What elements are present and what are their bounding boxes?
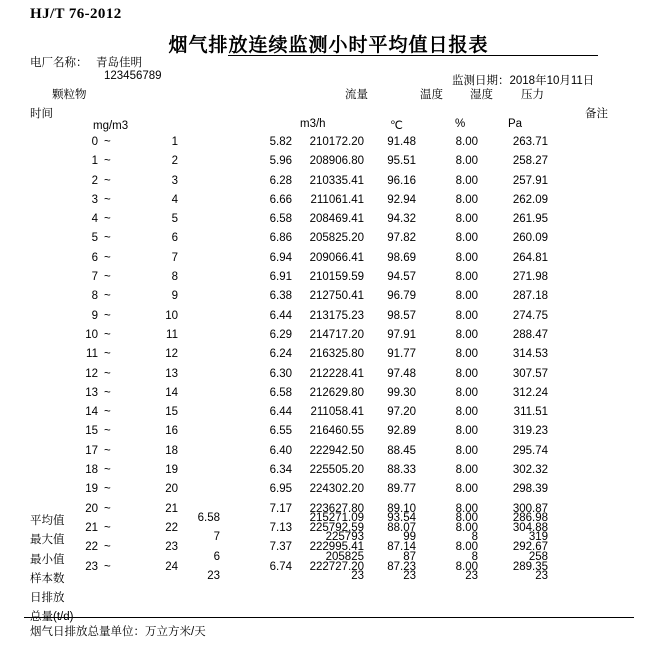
cell-humidity: 8.00 bbox=[455, 502, 478, 515]
column-header-particulate: 颗粒物 bbox=[52, 89, 87, 101]
unit-temperature: ℃ bbox=[390, 120, 403, 132]
summary-pressure: 258 bbox=[528, 550, 548, 563]
table-row bbox=[0, 155, 657, 174]
cell-pressure: 298.39 bbox=[512, 483, 548, 496]
cell-flow: 223627.80 bbox=[309, 502, 364, 515]
summary-label: 样本数 bbox=[30, 572, 65, 585]
cell-particulate: 6.74 bbox=[269, 560, 292, 573]
cell-humidity: 8.00 bbox=[455, 367, 478, 380]
column-header-pressure: 压力 bbox=[521, 89, 544, 101]
cell-hour-start: 3 bbox=[91, 193, 98, 206]
cell-hour-start: 4 bbox=[91, 213, 98, 226]
cell-hour-start: 15 bbox=[85, 425, 98, 438]
summary-particulate: 6.58 bbox=[197, 512, 220, 524]
summary-temperature: 93.54 bbox=[387, 512, 416, 524]
cell-humidity: 8.00 bbox=[455, 193, 478, 206]
cell-particulate: 6.30 bbox=[269, 367, 292, 380]
cell-hour-end: 2 bbox=[171, 155, 178, 168]
summary-row bbox=[0, 589, 657, 608]
table-row bbox=[0, 348, 657, 367]
cell-pressure: 288.47 bbox=[512, 328, 548, 341]
cell-humidity: 8.00 bbox=[455, 483, 478, 496]
table-row bbox=[0, 445, 657, 464]
cell-hour-end: 8 bbox=[171, 271, 178, 284]
cell-temperature: 98.57 bbox=[387, 309, 416, 322]
summary-particulate: 7 bbox=[213, 531, 220, 544]
cell-pressure: 300.87 bbox=[512, 502, 548, 515]
cell-particulate: 6.34 bbox=[269, 464, 292, 477]
cell-flow: 210335.41 bbox=[309, 174, 364, 187]
cell-flow: 214717.20 bbox=[309, 328, 364, 341]
cell-hour-start: 0 bbox=[91, 136, 98, 148]
summary-temperature: 87 bbox=[403, 550, 416, 563]
table-row bbox=[0, 368, 657, 387]
cell-pressure: 287.18 bbox=[512, 290, 548, 303]
summary-row bbox=[0, 551, 657, 570]
cell-particulate: 6.66 bbox=[269, 193, 292, 206]
unit-flow: m3/h bbox=[300, 118, 326, 130]
cell-flow: 209066.41 bbox=[309, 251, 364, 264]
cell-particulate: 6.29 bbox=[269, 328, 292, 341]
cell-humidity: 8.00 bbox=[455, 386, 478, 399]
cell-particulate: 7.37 bbox=[269, 541, 292, 554]
cell-flow: 216460.55 bbox=[309, 425, 364, 438]
cell-range-separator: ~ bbox=[104, 502, 111, 515]
cell-pressure: 312.24 bbox=[512, 386, 548, 399]
cell-particulate: 7.13 bbox=[269, 521, 292, 534]
unit-pressure: Pa bbox=[508, 118, 523, 130]
summary-pressure: 286.98 bbox=[512, 512, 548, 524]
cell-humidity: 8.00 bbox=[455, 541, 478, 554]
cell-pressure: 257.91 bbox=[512, 174, 548, 187]
cell-range-separator: ~ bbox=[104, 425, 111, 438]
cell-temperature: 96.79 bbox=[387, 290, 416, 303]
cell-hour-end: 5 bbox=[171, 213, 178, 226]
cell-humidity: 8.00 bbox=[455, 309, 478, 322]
cell-range-separator: ~ bbox=[104, 193, 111, 206]
cell-flow: 213175.23 bbox=[309, 309, 364, 322]
cell-temperature: 88.07 bbox=[387, 521, 416, 534]
cell-hour-end: 7 bbox=[171, 251, 178, 264]
cell-particulate: 6.44 bbox=[269, 406, 292, 419]
cell-particulate: 6.44 bbox=[269, 309, 292, 322]
summary-temperature: 99 bbox=[403, 531, 416, 544]
cell-hour-end: 18 bbox=[165, 444, 178, 457]
cell-temperature: 97.91 bbox=[387, 328, 416, 341]
cell-flow: 210159.59 bbox=[309, 271, 364, 284]
summary-row bbox=[0, 512, 657, 531]
title-underline bbox=[228, 55, 598, 56]
cell-particulate: 5.96 bbox=[269, 155, 292, 168]
footer-divider bbox=[24, 617, 634, 618]
cell-hour-end: 21 bbox=[165, 502, 178, 515]
cell-range-separator: ~ bbox=[104, 367, 111, 380]
cell-pressure: 258.27 bbox=[512, 155, 548, 168]
cell-temperature: 97.82 bbox=[387, 232, 416, 245]
cell-hour-end: 16 bbox=[165, 425, 178, 438]
cell-humidity: 8.00 bbox=[455, 213, 478, 226]
cell-pressure: 302.32 bbox=[512, 464, 548, 477]
column-header-time: 时间 bbox=[30, 108, 53, 120]
cell-humidity: 8.00 bbox=[455, 232, 478, 245]
cell-pressure: 271.98 bbox=[512, 271, 548, 284]
column-header-humidity: 湿度 bbox=[470, 89, 493, 101]
table-row bbox=[0, 464, 657, 483]
cell-particulate: 7.17 bbox=[269, 502, 292, 515]
cell-flow: 208469.41 bbox=[309, 213, 364, 226]
column-header-temperature: 温度 bbox=[420, 89, 443, 101]
cell-temperature: 89.10 bbox=[387, 502, 416, 515]
cell-particulate: 6.55 bbox=[269, 425, 292, 438]
cell-humidity: 8.00 bbox=[455, 328, 478, 341]
summary-humidity: 23 bbox=[465, 569, 478, 582]
column-header-remark: 备注 bbox=[585, 108, 608, 120]
cell-flow: 222995.41 bbox=[309, 541, 364, 554]
column-header-flow: 流量 bbox=[345, 89, 368, 101]
cell-hour-end: 22 bbox=[165, 521, 178, 534]
table-row bbox=[0, 271, 657, 290]
table-row bbox=[0, 175, 657, 194]
summary-row bbox=[0, 570, 657, 589]
cell-temperature: 94.32 bbox=[387, 213, 416, 226]
summary-pressure: 23 bbox=[535, 569, 548, 582]
cell-flow: 222727.20 bbox=[309, 560, 364, 573]
cell-range-separator: ~ bbox=[104, 290, 111, 303]
cell-temperature: 96.16 bbox=[387, 174, 416, 187]
table-row bbox=[0, 232, 657, 251]
cell-range-separator: ~ bbox=[104, 271, 111, 284]
summary-particulate: 6 bbox=[213, 550, 220, 563]
cell-temperature: 92.94 bbox=[387, 193, 416, 206]
summary-flow: 215271.09 bbox=[309, 512, 364, 524]
cell-pressure: 261.95 bbox=[512, 213, 548, 226]
cell-particulate: 6.58 bbox=[269, 386, 292, 399]
table-row bbox=[0, 425, 657, 444]
table-row bbox=[0, 387, 657, 406]
table-row bbox=[0, 213, 657, 232]
cell-hour-start: 11 bbox=[86, 348, 98, 361]
plant-name-label: 电厂名称： bbox=[30, 57, 88, 69]
cell-hour-start: 19 bbox=[85, 483, 98, 496]
cell-temperature: 97.20 bbox=[387, 406, 416, 419]
cell-hour-end: 9 bbox=[171, 290, 178, 303]
cell-flow: 210172.20 bbox=[309, 136, 364, 148]
cell-particulate: 6.24 bbox=[269, 348, 292, 361]
cell-hour-start: 22 bbox=[85, 541, 98, 554]
cell-humidity: 8.00 bbox=[455, 136, 478, 148]
unit-humidity: % bbox=[455, 118, 466, 130]
cell-hour-end: 14 bbox=[165, 386, 178, 399]
cell-particulate: 6.86 bbox=[269, 232, 292, 245]
unit-particulate: mg/m3 bbox=[93, 120, 129, 132]
page-title: 烟气排放连续监测小时平均值日报表 bbox=[168, 35, 489, 56]
cell-pressure: 307.57 bbox=[512, 367, 548, 380]
cell-pressure: 295.74 bbox=[512, 444, 548, 457]
cell-temperature: 92.89 bbox=[387, 425, 416, 438]
cell-hour-start: 10 bbox=[85, 328, 98, 341]
cell-temperature: 89.77 bbox=[387, 483, 416, 496]
cell-hour-start: 21 bbox=[85, 521, 98, 534]
cell-range-separator: ~ bbox=[104, 174, 111, 187]
cell-flow: 212750.41 bbox=[309, 290, 364, 303]
table-row bbox=[0, 483, 657, 502]
cell-humidity: 8.00 bbox=[455, 290, 478, 303]
cell-temperature: 88.33 bbox=[387, 464, 416, 477]
cell-humidity: 8.00 bbox=[455, 444, 478, 457]
cell-temperature: 91.48 bbox=[387, 136, 416, 148]
cell-particulate: 6.40 bbox=[269, 444, 292, 457]
plant-code-value: 123456789 bbox=[104, 70, 162, 82]
cell-range-separator: ~ bbox=[104, 136, 111, 148]
cell-particulate: 6.58 bbox=[269, 213, 292, 226]
cell-flow: 216325.80 bbox=[309, 348, 364, 361]
table-row bbox=[0, 194, 657, 213]
cell-hour-end: 13 bbox=[165, 367, 178, 380]
cell-hour-end: 3 bbox=[171, 174, 178, 187]
cell-pressure: 289.35 bbox=[512, 560, 548, 573]
summary-temperature: 23 bbox=[403, 569, 416, 582]
cell-hour-end: 4 bbox=[171, 193, 178, 206]
cell-temperature: 95.51 bbox=[387, 155, 416, 168]
cell-particulate: 6.38 bbox=[269, 290, 292, 303]
cell-flow: 211061.41 bbox=[310, 193, 364, 206]
cell-humidity: 8.00 bbox=[455, 521, 478, 534]
summary-flow: 23 bbox=[351, 569, 364, 582]
cell-temperature: 99.30 bbox=[387, 386, 416, 399]
cell-temperature: 94.57 bbox=[387, 271, 416, 284]
cell-temperature: 97.48 bbox=[387, 367, 416, 380]
summary-humidity: 8.00 bbox=[455, 512, 478, 524]
cell-humidity: 8.00 bbox=[455, 348, 478, 361]
cell-hour-start: 17 bbox=[85, 444, 98, 457]
cell-pressure: 311.51 bbox=[513, 406, 548, 419]
summary-particulate: 23 bbox=[207, 569, 220, 582]
cell-range-separator: ~ bbox=[104, 348, 111, 361]
summary-label: 平均值 bbox=[30, 515, 65, 527]
cell-hour-start: 18 bbox=[85, 464, 98, 477]
cell-pressure: 263.71 bbox=[512, 136, 548, 148]
cell-particulate: 5.82 bbox=[269, 136, 292, 148]
cell-range-separator: ~ bbox=[104, 444, 111, 457]
cell-temperature: 88.45 bbox=[387, 444, 416, 457]
cell-particulate: 6.28 bbox=[269, 174, 292, 187]
summary-flow: 225793 bbox=[325, 531, 364, 544]
standard-code: HJ/T 76-2012 bbox=[30, 6, 122, 22]
table-row bbox=[0, 310, 657, 329]
cell-hour-end: 1 bbox=[171, 136, 178, 148]
cell-humidity: 8.00 bbox=[455, 425, 478, 438]
cell-particulate: 6.94 bbox=[269, 251, 292, 264]
summary-flow: 205825 bbox=[325, 550, 364, 563]
cell-range-separator: ~ bbox=[104, 483, 111, 496]
cell-humidity: 8.00 bbox=[455, 406, 478, 419]
cell-range-separator: ~ bbox=[104, 251, 111, 264]
cell-particulate: 6.95 bbox=[269, 483, 292, 496]
cell-range-separator: ~ bbox=[104, 386, 111, 399]
cell-range-separator: ~ bbox=[104, 232, 111, 245]
cell-range-separator: ~ bbox=[104, 464, 111, 477]
cell-flow: 212629.80 bbox=[309, 386, 364, 399]
cell-hour-start: 1 bbox=[91, 155, 98, 168]
summary-label: 最大值 bbox=[30, 534, 65, 547]
summary-label: 最小值 bbox=[30, 553, 65, 566]
cell-temperature: 98.69 bbox=[387, 251, 416, 264]
cell-hour-end: 23 bbox=[165, 541, 178, 554]
cell-range-separator: ~ bbox=[104, 213, 111, 226]
cell-flow: 225792.59 bbox=[309, 521, 364, 534]
cell-hour-start: 14 bbox=[85, 406, 98, 419]
table-row bbox=[0, 406, 657, 425]
cell-humidity: 8.00 bbox=[455, 251, 478, 264]
cell-pressure: 314.53 bbox=[512, 348, 548, 361]
cell-pressure: 262.09 bbox=[512, 193, 548, 206]
cell-temperature: 91.77 bbox=[387, 348, 416, 361]
cell-pressure: 304.88 bbox=[512, 521, 548, 534]
footer-note: 烟气日排放总量单位：万立方米/天 bbox=[30, 626, 206, 638]
cell-range-separator: ~ bbox=[104, 521, 111, 534]
cell-particulate: 6.91 bbox=[269, 271, 292, 284]
cell-hour-start: 5 bbox=[91, 232, 98, 245]
cell-flow: 212228.41 bbox=[309, 367, 364, 380]
summary-label: 日排放 bbox=[30, 592, 65, 605]
summary-humidity: 8 bbox=[471, 531, 478, 544]
cell-hour-end: 19 bbox=[165, 464, 178, 477]
cell-hour-end: 20 bbox=[165, 483, 178, 496]
cell-range-separator: ~ bbox=[104, 155, 111, 168]
cell-humidity: 8.00 bbox=[455, 155, 478, 168]
summary-row bbox=[0, 531, 657, 550]
cell-hour-end: 12 bbox=[165, 348, 178, 361]
cell-flow: 211058.41 bbox=[310, 406, 364, 419]
cell-hour-start: 2 bbox=[91, 174, 98, 187]
table-row bbox=[0, 290, 657, 309]
cell-range-separator: ~ bbox=[104, 309, 111, 322]
cell-hour-start: 8 bbox=[91, 290, 98, 303]
cell-hour-start: 13 bbox=[85, 386, 98, 399]
cell-hour-end: 15 bbox=[165, 406, 178, 419]
cell-range-separator: ~ bbox=[104, 406, 111, 419]
cell-range-separator: ~ bbox=[104, 560, 111, 573]
cell-flow: 205825.20 bbox=[309, 232, 364, 245]
summary-humidity: 8 bbox=[471, 550, 478, 563]
cell-pressure: 264.81 bbox=[512, 251, 548, 264]
cell-flow: 222942.50 bbox=[309, 444, 364, 457]
cell-hour-end: 11 bbox=[166, 328, 178, 341]
cell-flow: 224302.20 bbox=[309, 483, 364, 496]
cell-hour-start: 12 bbox=[85, 367, 98, 380]
cell-hour-start: 7 bbox=[91, 271, 98, 284]
plant-name-value: 青岛佳明 bbox=[96, 57, 142, 69]
table-row bbox=[0, 252, 657, 271]
cell-hour-end: 10 bbox=[165, 309, 178, 322]
cell-pressure: 319.23 bbox=[512, 425, 548, 438]
cell-hour-start: 9 bbox=[91, 309, 98, 322]
summary-pressure: 319 bbox=[528, 531, 548, 544]
cell-hour-start: 6 bbox=[91, 251, 98, 264]
cell-humidity: 8.00 bbox=[455, 271, 478, 284]
summary-table-body bbox=[0, 512, 657, 628]
cell-hour-end: 24 bbox=[165, 560, 178, 573]
cell-flow: 225505.20 bbox=[309, 464, 364, 477]
table-row bbox=[0, 136, 657, 155]
cell-temperature: 87.23 bbox=[387, 560, 416, 573]
cell-humidity: 8.00 bbox=[455, 464, 478, 477]
cell-humidity: 8.00 bbox=[455, 560, 478, 573]
table-row bbox=[0, 329, 657, 348]
cell-pressure: 260.09 bbox=[512, 232, 548, 245]
cell-pressure: 274.75 bbox=[512, 309, 548, 322]
cell-flow: 208906.80 bbox=[309, 155, 364, 168]
cell-range-separator: ~ bbox=[104, 541, 111, 554]
cell-humidity: 8.00 bbox=[455, 174, 478, 187]
cell-hour-start: 23 bbox=[85, 560, 98, 573]
cell-range-separator: ~ bbox=[104, 328, 111, 341]
cell-hour-end: 6 bbox=[171, 232, 178, 245]
cell-hour-start: 20 bbox=[85, 502, 98, 515]
cell-temperature: 87.14 bbox=[387, 541, 416, 554]
summary-label: 总量(t/d) bbox=[30, 611, 74, 624]
monitor-date: 监测日期：2018年10月11日 bbox=[452, 75, 595, 87]
cell-pressure: 292.67 bbox=[512, 541, 548, 554]
